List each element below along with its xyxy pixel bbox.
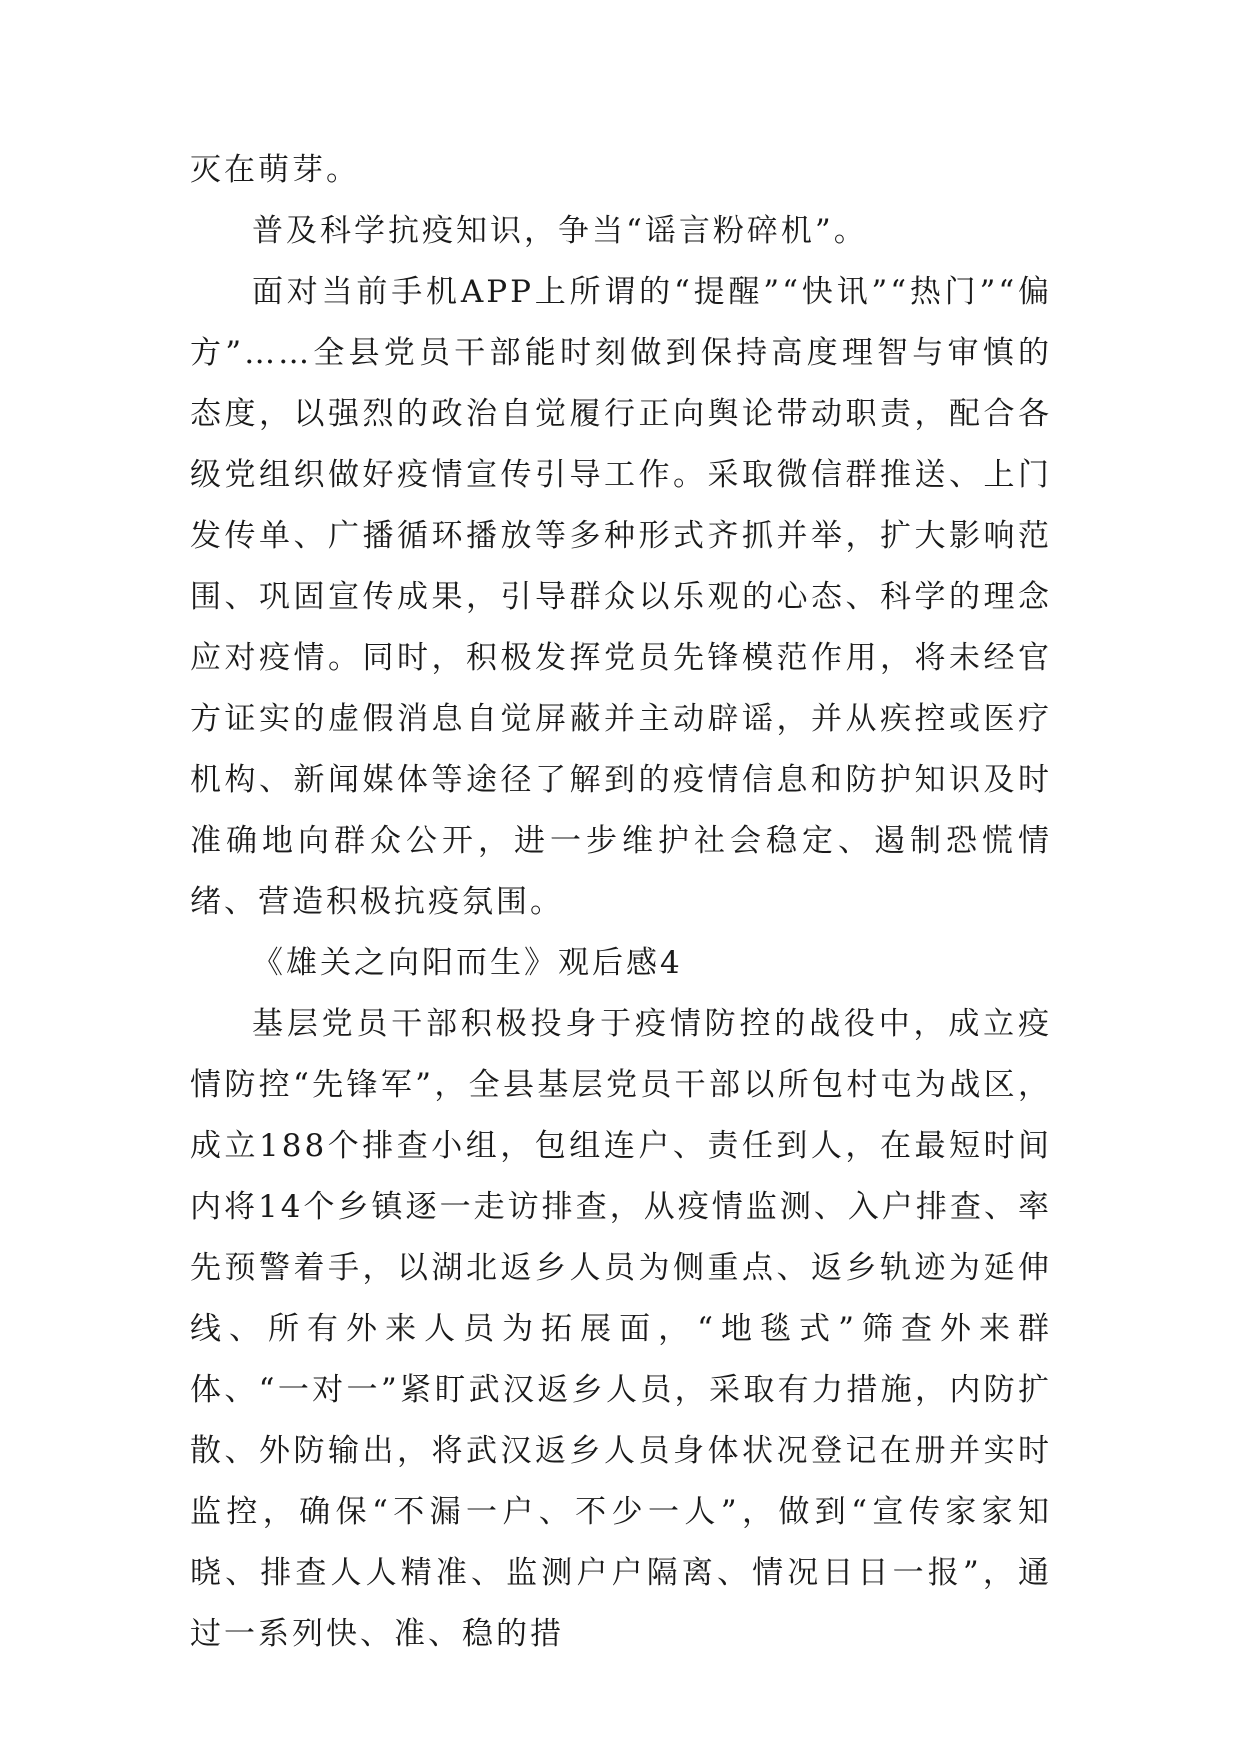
paragraph-continuation: 灭在萌芽。	[190, 152, 360, 188]
document-page	[190, 140, 1052, 1665]
paragraph-rumor-control: 面对当前手机APP上所谓的“提醒”“快讯”“热门”“偏方”……全县党员干部能时刻做到保持高度理智与审慎的态度，以强烈的政治自觉履行正向舆论带动职责，配合各级党组织做好疫情宣传引导工作。采取微信群推送、上门发传单、广播循环播放等多种形式齐抓并举，扩大影响范围、巩固宣传成果，引导群众以乐观的心态、科学的理念应对疫情。同时，积极发挥党员先锋模范作用，将未经官方证实的虚假消息自觉屏蔽并主动辟谣，并从疾控或医疗机构、新闻媒体等途径了解到的疫情信息和防护知识及时准确地向群众公开，进一步维护社会稳定、遏制恐慌情绪、营造积极抗疫氛围。	[190, 274, 1052, 920]
paragraph-grassroots: 基层党员干部积极投身于疫情防控的战役中，成立疫情防控“先锋军”，全县基层党员干部以所包村屯为战区，成立188个排查小组，包组连户、责任到人，在最短时间内将14个乡镇逐一走访排查，从疫情监测、入户排查、率先预警着手，以湖北返乡人员为侧重点、返乡轨迹为延伸线、所有外来人员为拓展面，“地毯式”筛查外来群体、“一对一”紧盯武汉返乡人员，采取有力措施，内防扩散、外防输出，将武汉返乡人员身体状况登记在册并实时监控，确保“不漏一户、不少一人”，做到“宣传家家知晓、排查人人精准、监测户户隔离、情况日日一报”，通过一系列快、准、稳的措	[190, 1006, 1052, 1652]
section-title: 《雄关之向阳而生》观后感4	[252, 945, 683, 981]
paragraph-heading-science: 普及科学抗疫知识，争当“谣言粉碎机”。	[252, 213, 868, 249]
